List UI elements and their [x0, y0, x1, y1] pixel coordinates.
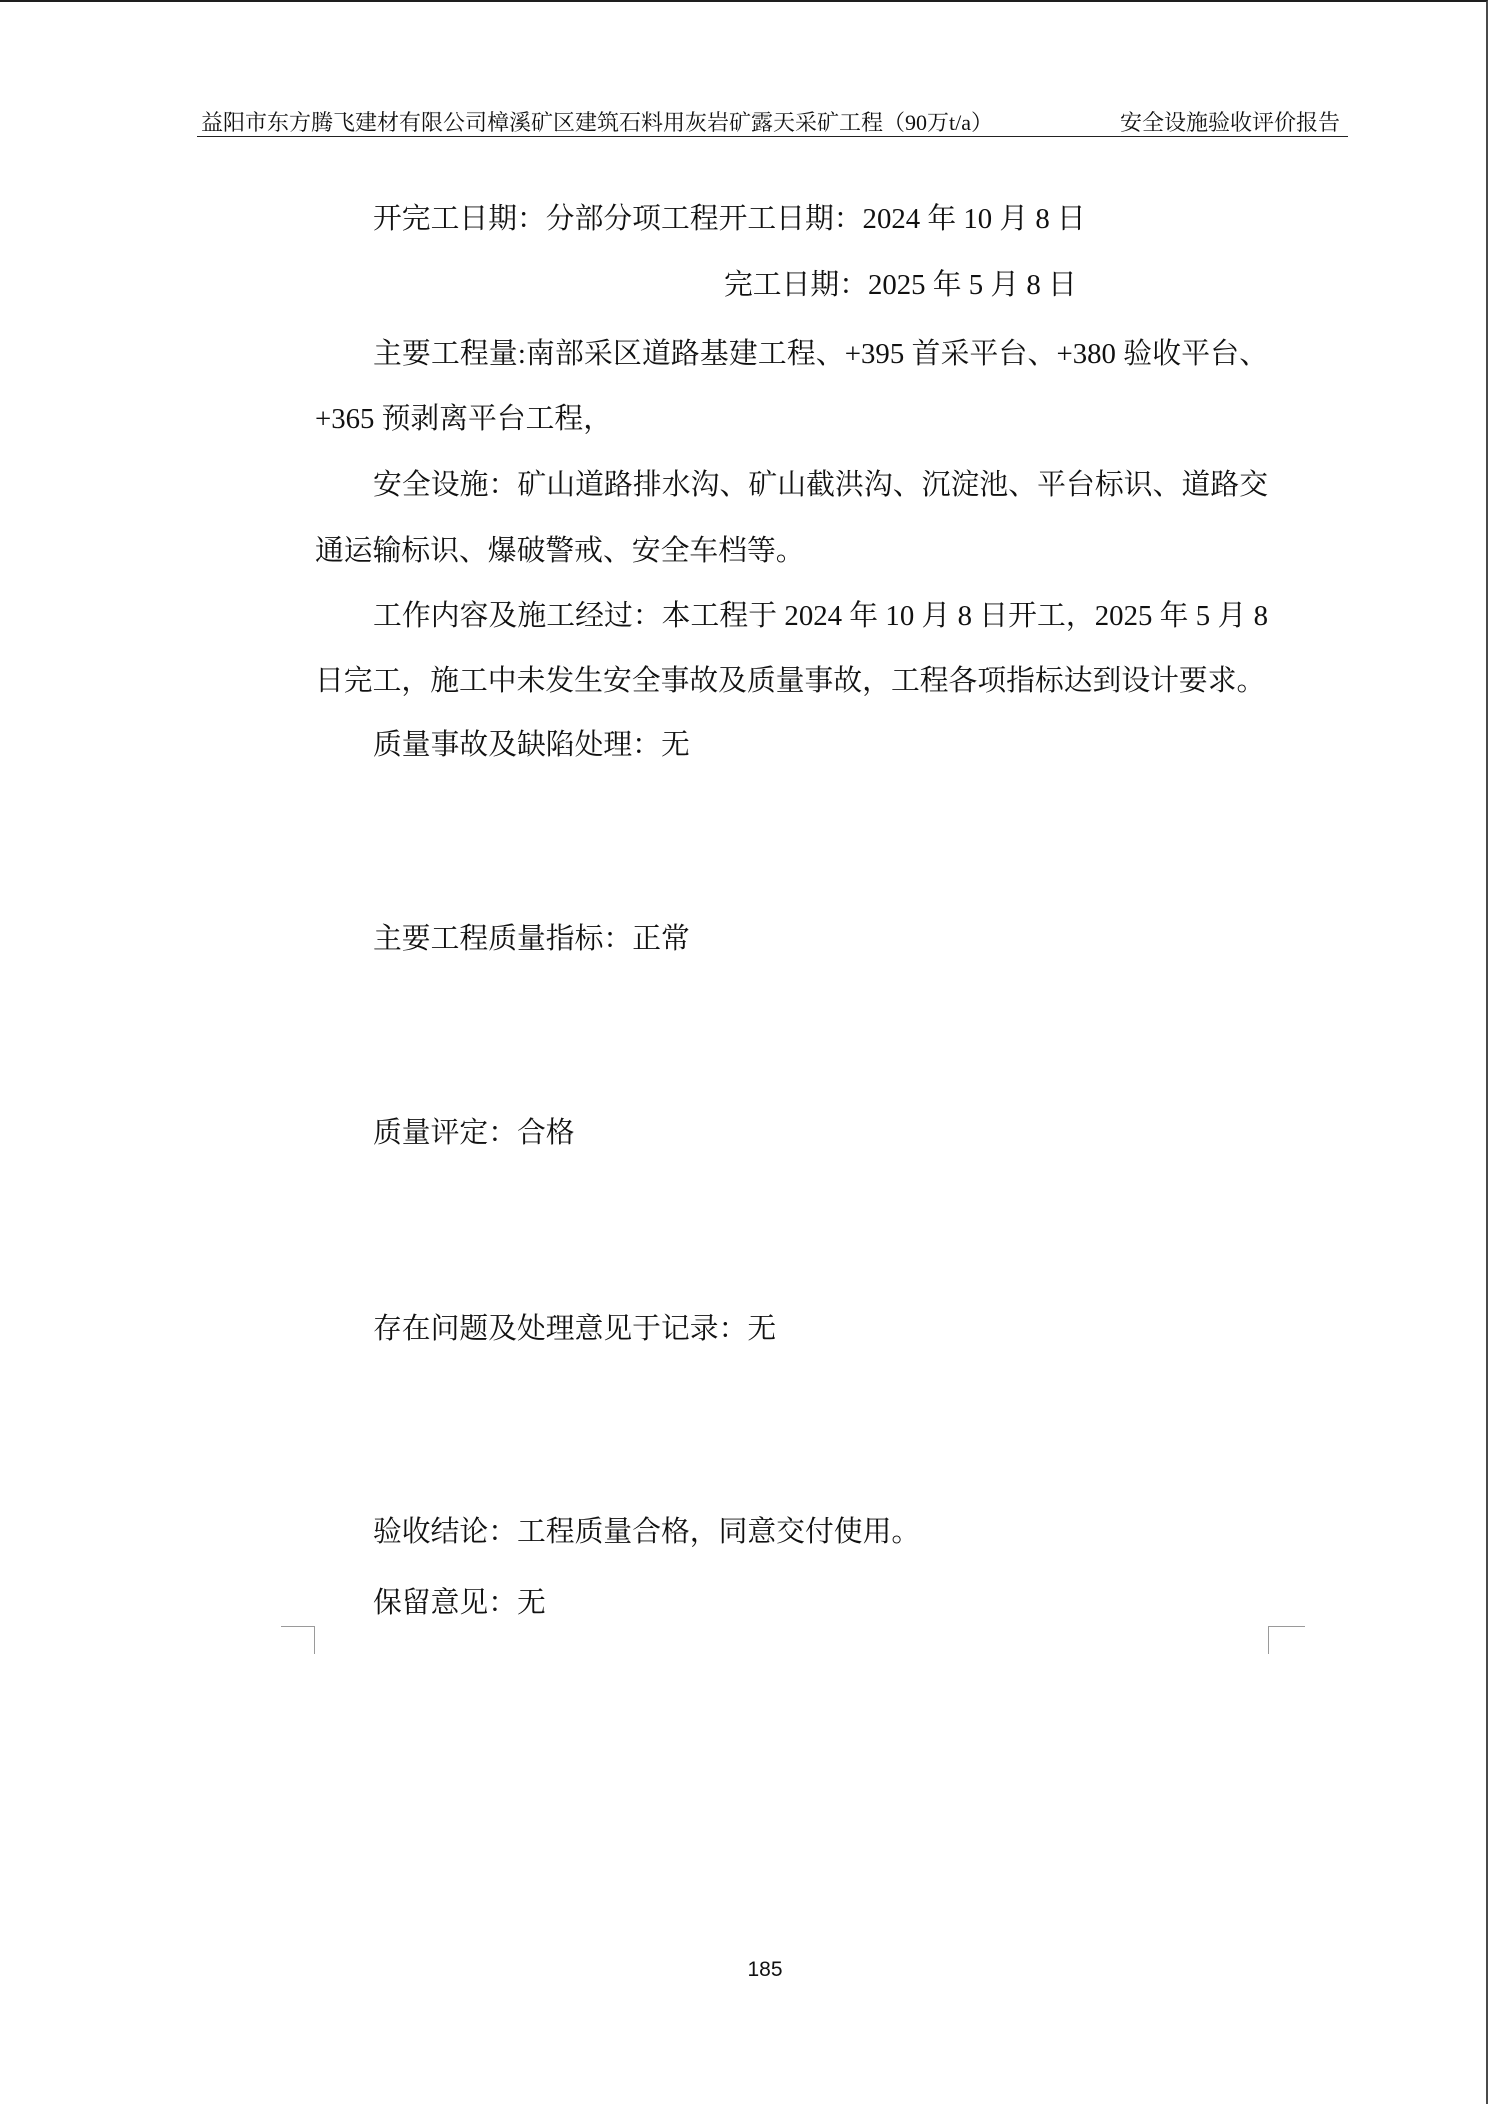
defect-handling-value: 无	[660, 729, 690, 761]
conclusion-value: 工程质量合格，同意交付使用。	[517, 1516, 921, 1548]
quality-rating-value: 合格	[517, 1117, 575, 1149]
header-report-name: 安全设施验收评价报告	[1119, 110, 1340, 135]
page-number: 185	[747, 1958, 783, 1981]
quality-rating-label: 质量评定：	[373, 1117, 517, 1149]
quality-indicators-label: 主要工程质量指标：	[373, 923, 633, 955]
conclusion-line	[373, 1512, 920, 1552]
safety-facilities-line-1: 安全设施：矿山道路排水沟、矿山截洪沟、沉淀池、平台标识、道路交	[373, 469, 1268, 501]
quality-indicators-value: 正常	[632, 923, 690, 955]
conclusion-label: 验收结论：	[373, 1516, 517, 1548]
defect-handling-line	[373, 725, 690, 765]
quantities-line-2: +365 预剥离平台工程，	[315, 403, 613, 435]
crop-mark-left	[281, 1626, 315, 1654]
quality-rating-line	[373, 1113, 575, 1153]
issues-value: 无	[747, 1313, 777, 1345]
issues-label: 存在问题及处理意见于记录：	[373, 1313, 748, 1345]
schedule-end-line: 完工日期：2025 年 5 月 8 日	[724, 269, 1077, 301]
defect-handling-label: 质量事故及缺陷处理：	[373, 729, 661, 761]
header-project-title: 益阳市东方腾飞建材有限公司樟溪矿区建筑石料用灰岩矿露天采矿工程（90万t/a）	[201, 110, 993, 135]
header-rule	[197, 136, 1348, 137]
quantities-line-1: 主要工程量:南部采区道路基建工程、+395 首采平台、+380 验收平台、	[373, 338, 1268, 370]
reservations-line	[373, 1583, 546, 1623]
work-process-line-2: 日完工，施工中未发生安全事故及质量事故，工程各项指标达到设计要求。	[315, 665, 1266, 697]
schedule-start-line: 开完工日期：分部分项工程开工日期：2024 年 10 月 8 日	[373, 203, 1086, 235]
issues-line	[373, 1309, 776, 1349]
reservations-value: 无	[517, 1587, 546, 1619]
crop-mark-right	[1268, 1626, 1305, 1654]
quality-indicators-line	[373, 919, 690, 959]
reservations-label: 保留意见：	[373, 1587, 517, 1619]
safety-facilities-line-2: 通运输标识、爆破警戒、安全车档等。	[315, 535, 805, 567]
work-process-line-1: 工作内容及施工经过：本工程于 2024 年 10 月 8 日开工，2025 年 5 月 8	[373, 600, 1268, 632]
